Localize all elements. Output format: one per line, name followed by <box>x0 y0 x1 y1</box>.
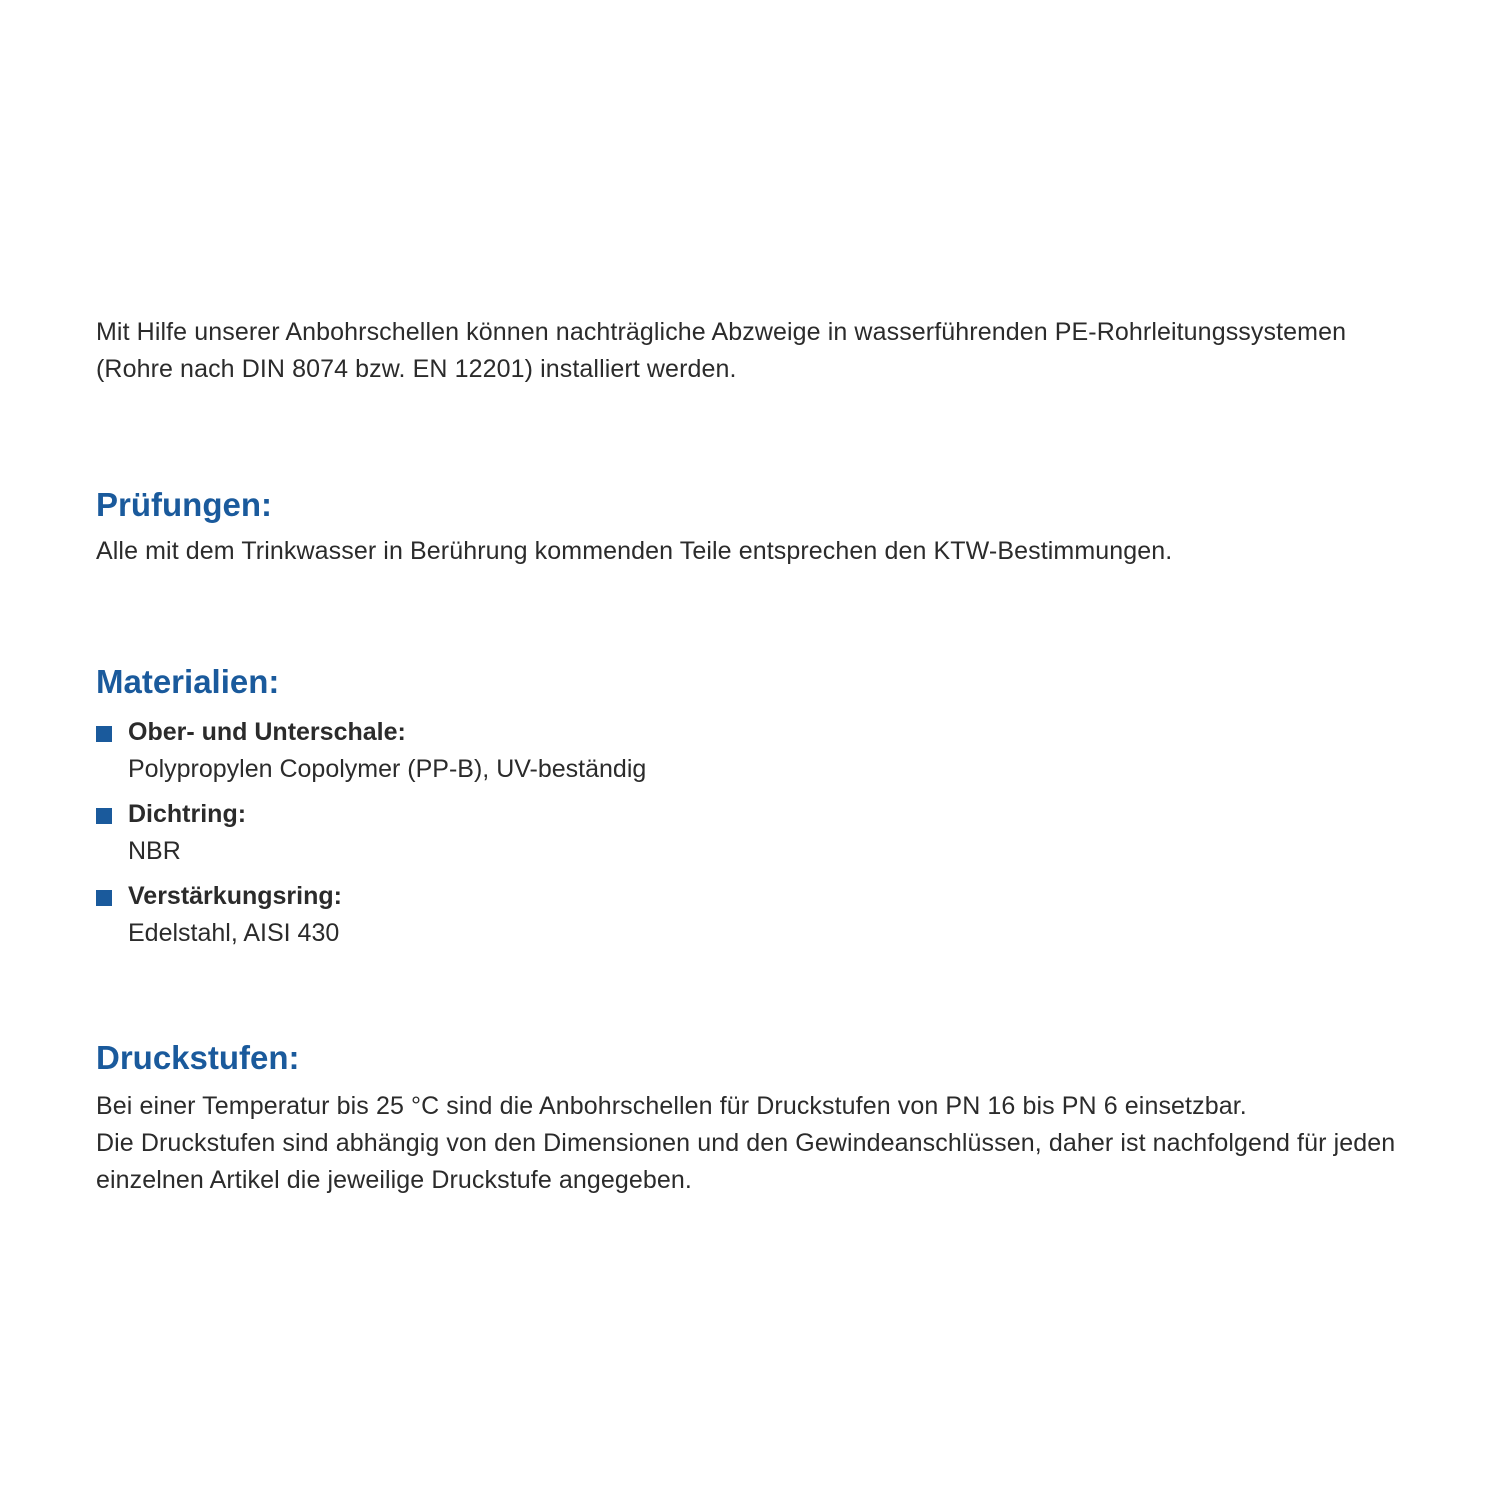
druckstufen-line-3: einzelnen Artikel die jeweilige Druckstufe angegeben. <box>96 1166 692 1194</box>
square-bullet-icon <box>96 890 112 906</box>
list-item <box>96 796 1436 870</box>
druckstufen-line-2: Die Druckstufen sind abhängig von den Dimensionen und den Gewindeanschlüssen, daher ist nachfolgend für jeden <box>96 1129 1396 1157</box>
druckstufen-line-1: Bei einer Temperatur bis 25 °C sind die Anbohrschellen für Druckstufen von PN 16 bis PN 6 einsetzbar. <box>96 1092 1247 1120</box>
document-page <box>96 314 1436 1199</box>
list-item <box>96 878 1436 952</box>
material-label: Verstärkungsring: <box>128 882 342 910</box>
druckstufen-paragraph <box>96 1088 1436 1199</box>
square-bullet-icon <box>96 726 112 742</box>
materialien-list <box>96 714 1436 952</box>
square-bullet-icon <box>96 808 112 824</box>
material-value: Edelstahl, AISI 430 <box>128 919 340 947</box>
intro-line-1: Mit Hilfe unserer Anbohrschellen können nachträgliche Abzweige in wasserführenden PE-Rohrleitungssystemen <box>96 318 1347 346</box>
intro-paragraph <box>96 314 1436 388</box>
intro-line-2: (Rohre nach DIN 8074 bzw. EN 12201) installiert werden. <box>96 355 737 383</box>
pruefungen-heading: Prüfungen: <box>96 486 272 523</box>
material-value: NBR <box>128 837 181 865</box>
materialien-heading: Materialien: <box>96 663 280 700</box>
pruefungen-text: Alle mit dem Trinkwasser in Berührung kommenden Teile entsprechen den KTW-Bestimmungen. <box>96 537 1173 565</box>
druckstufen-heading: Druckstufen: <box>96 1039 300 1076</box>
material-label: Dichtring: <box>128 800 247 828</box>
material-label: Ober- und Unterschale: <box>128 718 406 746</box>
list-item <box>96 714 1436 788</box>
material-value: Polypropylen Copolymer (PP-B), UV-beständig <box>128 755 647 783</box>
